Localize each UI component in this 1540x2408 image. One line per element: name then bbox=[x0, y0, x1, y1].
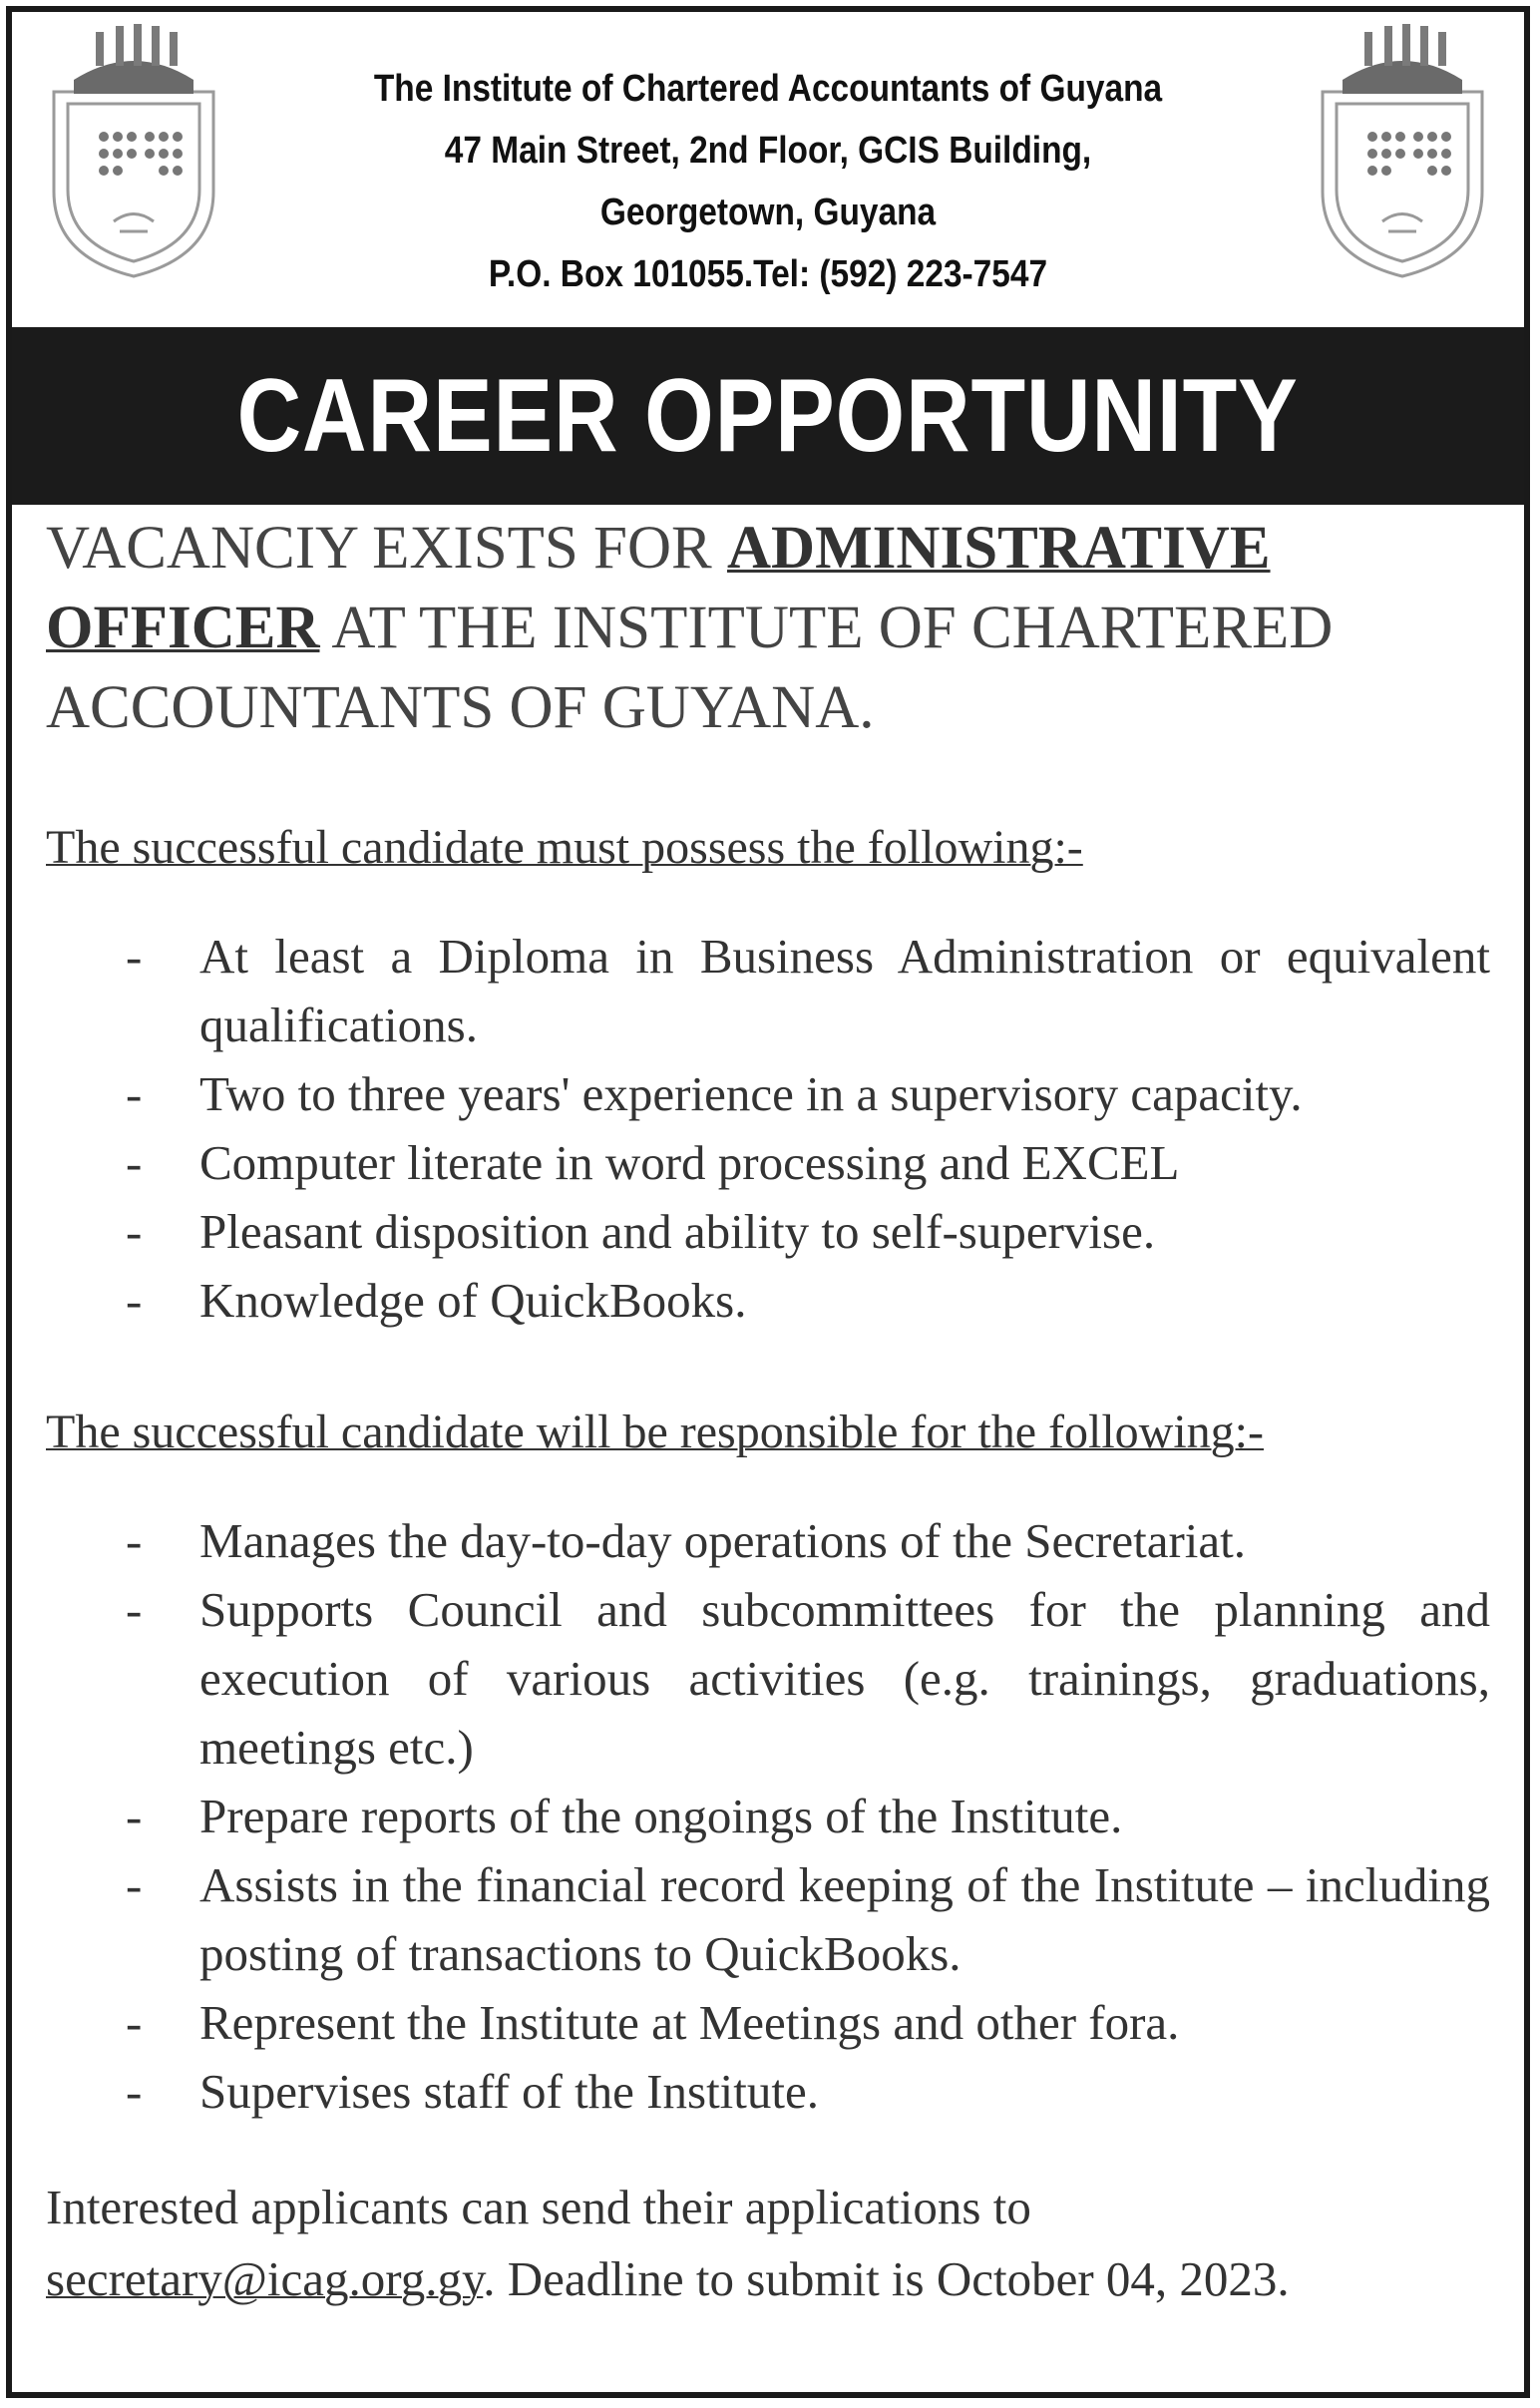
banner bbox=[12, 327, 1524, 505]
list-item-text: Assists in the financial record keeping of the Institute – including posting of transactions to QuickBooks. bbox=[199, 1857, 1490, 1981]
list-item bbox=[46, 1782, 1490, 1850]
deadline-text: . Deadline to submit is October 04, 2023. bbox=[483, 2251, 1290, 2306]
list-item-text: Knowledge of QuickBooks. bbox=[199, 1273, 747, 1328]
list-item-text: At least a Diploma in Business Administration or equivalent qualifications. bbox=[199, 929, 1490, 1052]
position-title: ADMINISTRATIVE OFFICER bbox=[46, 515, 1271, 661]
bullet-marker: - bbox=[126, 1513, 143, 1568]
vacancy-suffix: AT THE INSTITUTE OF CHARTERED ACCOUNTANTS OF GUYANA. bbox=[46, 595, 1334, 741]
advertisement-body bbox=[46, 505, 1490, 2315]
vacancy-statement bbox=[46, 509, 1490, 748]
list-item-text: Supports Council and subcommittees for the planning and execution of various activities (e.g. trainings, graduations, meetings etc.) bbox=[199, 1582, 1490, 1775]
vacancy-prefix: VACANCIY EXISTS FOR bbox=[46, 515, 727, 582]
list-item bbox=[46, 1128, 1490, 1197]
address-line-1: 47 Main Street, 2nd Floor, GCIS Building, bbox=[444, 130, 1092, 172]
list-item-text: Two to three years' experience in a supervisory capacity. bbox=[199, 1066, 1303, 1121]
list-item-text: Supervises staff of the Institute. bbox=[199, 2064, 820, 2119]
list-item bbox=[46, 1850, 1490, 1988]
bullet-marker: - bbox=[126, 1789, 143, 1843]
list-item bbox=[46, 1266, 1490, 1335]
bullet-marker: - bbox=[126, 1066, 143, 1121]
org-name: The Institute of Chartered Accountants of Guyana bbox=[373, 68, 1163, 110]
contact-line: P.O. Box 101055.Tel: (592) 223-7547 bbox=[488, 253, 1048, 295]
email-link[interactable]: secretary@icag.org.gy bbox=[46, 2251, 484, 2306]
banner-title: CAREER OPPORTUNITY bbox=[236, 357, 1300, 474]
responsibilities-heading: The successful candidate will be responsible for the following:- bbox=[46, 1405, 1264, 1458]
closing-text: Interested applicants can send their applications to bbox=[46, 2180, 1031, 2234]
list-item bbox=[46, 1506, 1490, 1575]
list-item bbox=[46, 2057, 1490, 2126]
requirements-heading: The successful candidate must possess the following:- bbox=[46, 821, 1083, 874]
address-line-2: Georgetown, Guyana bbox=[599, 192, 937, 233]
bullet-marker: - bbox=[126, 1995, 143, 2050]
list-item bbox=[46, 922, 1490, 1059]
list-item bbox=[46, 1059, 1490, 1128]
list-item-text: Manages the day-to-day operations of the Secretariat. bbox=[199, 1513, 1247, 1568]
list-item bbox=[46, 1575, 1490, 1782]
bullet-marker: - bbox=[126, 929, 143, 984]
bullet-marker: - bbox=[126, 1582, 143, 1637]
bullet-marker: - bbox=[126, 1273, 143, 1328]
institute-crest-icon bbox=[34, 22, 233, 281]
bullet-marker: - bbox=[126, 1204, 143, 1259]
bullet-marker: - bbox=[126, 2064, 143, 2119]
list-item-text: Represent the Institute at Meetings and other fora. bbox=[199, 1995, 1180, 2050]
list-item-text: Computer literate in word processing and EXCEL bbox=[199, 1135, 1180, 1190]
responsibilities-list bbox=[46, 1506, 1490, 2126]
bullet-marker: - bbox=[126, 1857, 143, 1912]
application-instructions bbox=[46, 2172, 1490, 2315]
letterhead-text bbox=[313, 58, 1223, 305]
list-item-text: Prepare reports of the ongoings of the Institute. bbox=[199, 1789, 1123, 1843]
letterhead bbox=[12, 12, 1524, 327]
advertisement-frame bbox=[6, 6, 1530, 2398]
list-item-text: Pleasant disposition and ability to self-supervise. bbox=[199, 1204, 1156, 1259]
list-item bbox=[46, 1197, 1490, 1266]
institute-crest-icon bbox=[1303, 22, 1502, 281]
requirements-list bbox=[46, 922, 1490, 1335]
bullet-marker: - bbox=[126, 1135, 143, 1190]
list-item bbox=[46, 1988, 1490, 2057]
